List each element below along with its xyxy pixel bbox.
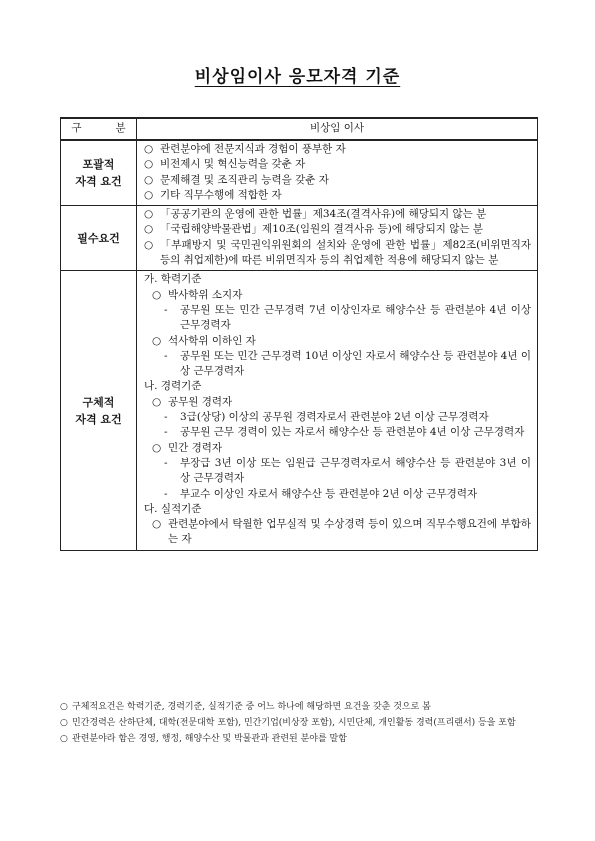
page-title-text: 비상임이사 응모자격 기준 xyxy=(194,67,401,87)
section-career-heading: 나. 경력기준 xyxy=(144,380,202,393)
group-title-text: 박사학위 소지자 xyxy=(168,288,243,301)
header-category-char-1: 구 xyxy=(71,122,82,135)
list-item xyxy=(144,188,531,203)
list-item xyxy=(144,207,531,222)
group-title-text: 공무원 경력자 xyxy=(168,395,233,408)
circle-bullet-icon: ○ xyxy=(144,188,154,201)
circle-bullet-icon: ○ xyxy=(152,288,162,301)
row-label-line: 자격 요건 xyxy=(75,412,122,426)
circle-bullet-icon: ○ xyxy=(152,395,162,408)
list-item-text: 관련분야에 전문지식과 경험이 풍부한 자 xyxy=(160,143,346,155)
row-label-line: 포괄적 xyxy=(82,158,115,172)
circle-bullet-icon: ○ xyxy=(144,173,154,186)
dash-bullet-icon: - xyxy=(164,487,168,500)
dash-bullet-icon: - xyxy=(164,349,168,362)
table-header-row xyxy=(61,118,538,140)
list-item-text: 「국립해양박물관법」제10조(임원의 결격사유 등)에 해당되지 않는 분 xyxy=(160,223,483,236)
list-item xyxy=(144,173,531,188)
circle-bullet-icon: ○ xyxy=(144,238,154,251)
circle-bullet-icon: ○ xyxy=(152,441,162,454)
footnotes xyxy=(60,699,540,747)
dash-bullet-icon: - xyxy=(164,456,168,469)
circle-bullet-icon: ○ xyxy=(144,208,154,221)
mandatory-requirements-list xyxy=(137,206,538,271)
row-label-specific xyxy=(61,271,137,550)
circle-bullet-icon: ○ xyxy=(144,223,154,236)
list-item-text: 3급(상당) 이상의 공무원 경력자로서 관련분야 2년 이상 근무경력자 xyxy=(180,411,489,424)
circle-bullet-icon: ○ xyxy=(144,158,154,171)
list-item xyxy=(144,487,531,502)
group-title xyxy=(144,395,531,410)
page-title xyxy=(0,62,595,87)
group-title xyxy=(144,334,531,349)
list-item-text: 비전제시 및 혁신능력을 갖춘 자 xyxy=(160,158,306,171)
row-specific-requirements xyxy=(61,271,538,550)
qualification-table xyxy=(60,117,538,551)
list-item xyxy=(144,142,531,157)
footnote-item xyxy=(60,699,540,715)
list-item xyxy=(144,238,531,269)
header-category xyxy=(61,118,137,140)
dash-bullet-icon: - xyxy=(164,303,168,316)
list-item xyxy=(144,303,531,334)
circle-bullet-icon: ○ xyxy=(144,143,154,155)
list-item xyxy=(144,410,531,425)
row-general-requirements xyxy=(61,140,538,206)
circle-bullet-icon: ○ xyxy=(152,334,162,347)
general-requirements-list xyxy=(137,140,538,206)
circle-bullet-icon: ○ xyxy=(60,718,68,728)
section-education-heading: 가. 학력기준 xyxy=(144,273,202,286)
list-item-text: 부장급 3년 이상 또는 임원급 근무경력자로서 해양수산 등 관련분야 3년 이상 근무경력자 xyxy=(180,456,531,485)
list-item xyxy=(144,349,531,380)
circle-bullet-icon: ○ xyxy=(152,518,162,531)
footnote-text: 민간경력은 산하단체, 대학(전문대학 포함), 민간기업(비상장 포함), 시민단체, 개인활동 경력(프리랜서) 등을 포함 xyxy=(72,718,516,728)
footnote-text: 관련분야라 함은 경영, 행정, 해양수산 및 박물관과 관련된 분야를 말함 xyxy=(72,734,347,744)
list-item-text: 공무원 또는 민간 근무경력 7년 이상인자로 해양수산 등 관련분야 4년 이상 근무경력자 xyxy=(180,303,531,332)
list-item xyxy=(144,157,531,172)
group-title xyxy=(144,288,531,303)
list-item xyxy=(144,456,531,487)
row-label-mandatory xyxy=(61,206,137,271)
list-item-text: 공무원 근무 경력이 있는 자로서 해양수산 등 관련분야 4년 이상 근무경력자 xyxy=(180,426,525,439)
list-item-text: 「부패방지 및 국민권익위원회의 설치와 운영에 관한 법률」제82조(비위면직자 등의 취업제한)에 따른 비위면직자 등의 취업제한 적용에 해당되지 않는 분 xyxy=(160,238,531,267)
group-title-text: 관련분야에서 탁월한 업무실적 및 수상경력 등이 있으며 직무수행요건에 부합하는 자 xyxy=(168,518,531,546)
group-title-text: 민간 경력자 xyxy=(168,441,223,454)
footnote-item xyxy=(60,715,540,731)
list-item-text: 문제해결 및 조직관리 능력을 갖춘 자 xyxy=(160,173,329,186)
header-position: 비상임 이사 xyxy=(137,118,538,140)
section-performance-heading: 다. 실적기준 xyxy=(144,502,202,515)
circle-bullet-icon: ○ xyxy=(60,702,68,712)
footnote-item xyxy=(60,731,540,747)
list-item xyxy=(144,222,531,237)
list-item-text: 기타 직무수행에 적합한 자 xyxy=(160,188,282,201)
header-category-char-2: 분 xyxy=(115,122,126,135)
row-label-line: 자격 요건 xyxy=(75,175,122,189)
list-item-text: 부교수 이상인 자로서 해양수산 등 관련분야 2년 이상 근무경력자 xyxy=(180,487,478,500)
list-item-text: 「공공기관의 운영에 관한 법률」제34조(결격사유)에 해당되지 않는 분 xyxy=(160,208,487,221)
row-mandatory-requirements xyxy=(61,206,538,271)
list-item-text: 공무원 또는 민간 근무경력 10년 이상인 자로서 해양수산 등 관련분야 4년 이상 근무경력자 xyxy=(180,349,531,378)
row-label-line: 구체적 xyxy=(82,395,115,409)
row-label-line: 필수요건 xyxy=(77,231,120,245)
dash-bullet-icon: - xyxy=(164,426,168,439)
group-title-text: 석사학위 이하인 자 xyxy=(168,334,256,347)
group-title xyxy=(144,517,531,548)
dash-bullet-icon: - xyxy=(164,411,168,424)
specific-requirements xyxy=(137,271,538,550)
footnote-text: 구체적요건은 학력기준, 경력기준, 실적기준 중 어느 하나에 해당하면 요건을 갖춘 것으로 봄 xyxy=(72,702,431,712)
circle-bullet-icon: ○ xyxy=(60,734,68,744)
list-item xyxy=(144,425,531,440)
group-title xyxy=(144,441,531,456)
row-label-general xyxy=(61,140,137,206)
